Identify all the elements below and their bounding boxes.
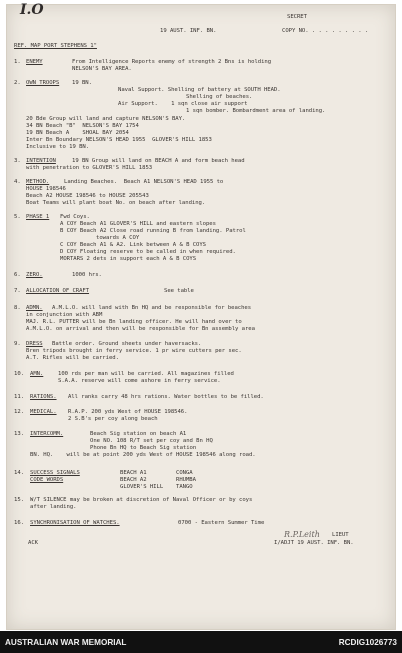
section-line: 0700 - Eastern Summer Time [178,520,265,526]
section-number: 12. [14,409,25,415]
section-line: From Intelligence Reports enemy of strength 2 Bns is holding [72,59,272,65]
section-title: DRESS [26,341,43,347]
section-line: Inter Bn Boundary NELSON'S HEAD 1955 GLOVER'S HILL 1853 [26,137,212,143]
header-secret: SECRET [287,14,307,20]
signal-location: BEACH A1 [120,470,147,476]
section-line: Boat Teams will plant boat No. on beach after landing. [26,200,206,206]
section-line: Phone Bn HQ to Beach Sig station [90,445,197,451]
section-title: AMN. [30,371,44,377]
section-line: Beach A2 HOUSE 198546 to HOUSE 205543 [26,193,149,199]
section-number: 6. [14,272,21,278]
section-number: 2. [14,80,21,86]
section-line: HOUSE 198546 [26,186,66,192]
section-title: SUCCESS SIGNALS [30,470,80,476]
signal-codeword: TANGO [176,484,193,490]
section-line: Beach Sig station on beach A1 [90,431,187,437]
section-line: BN. HQ. will be at point 200 yds West of HOUSE 198546 along road. [30,452,256,458]
section-number: 16. [14,520,25,526]
section-title: ZERO. [26,272,43,278]
section-line: in conjunction with ABM [26,312,103,318]
section-number: 13. [14,431,25,437]
section-line: 19 BN Beach A SHOAL BAY 2054 [26,130,129,136]
section-line: 19 BN Group will land on BEACH A and form beach head [72,158,245,164]
section-line: 1000 hrs. [72,272,102,278]
archive-name: AUSTRALIAN WAR MEMORIAL [5,638,127,647]
section-title: ENEMY [26,59,43,65]
section-title: ADMN. [26,305,43,311]
section-title: MEDICAL. [30,409,57,415]
section-title: RATIONS. [30,394,57,400]
section-number: 9. [14,341,21,347]
archive-footer [0,631,402,653]
header-copy: COPY NO. . . . . . . . . . [282,28,369,34]
section-line: Fwd Coys. [60,214,90,220]
section-line: C COY Beach A1 & A2. Link between A & B COYS [60,242,206,248]
section-line: A.M.L.O. on arrival and then will be responsible for Bn assembly area [26,326,255,332]
ref-map: REF. MAP PORT STEPHENS 1" [14,43,97,49]
section-title: PHASE 1 [26,214,50,220]
section-line: One NO. 108 R/T set per coy and Bn HQ [90,438,213,444]
signal-location: BEACH A2 [120,477,147,483]
section-line: A.T. Rifles will be carried. [26,355,119,361]
section-line: B COY Beach A2 Close road running B from landing. Patrol [60,228,246,234]
section-line: 20 Bde Group will land and capture NELSON'S BAY. [26,116,186,122]
signature-rank: LIEUT [332,532,349,538]
section-number: 1. [14,59,21,65]
section-line: See table [164,288,194,294]
section-number: 8. [14,305,21,311]
signature: R.P.Leith [284,530,320,539]
section-number: 5. [14,214,21,220]
section-line: A.M.L.O. will land with Bn HQ and be responsible for beaches [52,305,252,311]
signal-codeword: RHUMBA [176,477,196,483]
section-number: 7. [14,288,21,294]
section-line: NELSON'S BAY AREA. [72,66,132,72]
section-line: Bren tripods brought in ferry service. 1 pr wire cutters per sec. [26,348,242,354]
section-line: 34 BN Beach "B" NELSON'S BAY 1754 [26,123,139,129]
section-line: Shelling of beaches. [186,94,253,100]
section-line: 19 BN. [72,80,92,86]
section-line: 100 rds per man will be carried. All magazines filled [58,371,234,377]
handwritten-note: I.O [20,2,44,18]
section-line: Naval Support. Shelling of battery at SOUTH HEAD. [118,87,281,93]
section-number: 14. [14,470,25,476]
section-title: INTERCOMM. [30,431,64,437]
section-line: Battle order. Ground sheets under haversacks. [52,341,202,347]
section-line: Air Support. 1 sqn close air support [118,101,248,107]
signal-location: GLOVER'S HILL [120,484,164,490]
section-line: All ranks carry 48 hrs rations. Water bottles to be filled. [68,394,264,400]
section-line: with penetration to GLOVER'S HILL 1853 [26,165,153,171]
section-line: 1 sqn bomber. Bombardment area of landing. [186,108,326,114]
section-title: OWN TROOPS [26,80,60,86]
section-line: MORTARS 2 dets in support each A & B COYS [60,256,197,262]
section-line: towards A COY [96,235,140,241]
section-line: R.A.P. 200 yds West of HOUSE 198546. [68,409,188,415]
section-line: Inclusive to 19 BN. [26,144,90,150]
section-line: after landing. [30,504,77,510]
section-title: ALLOCATION OF CRAFT [26,288,90,294]
section-number: 4. [14,179,21,185]
section-line: D COY Floating reserve to be called in when required. [60,249,236,255]
section-title: METHOD. [26,179,50,185]
section-title: INTENTION [26,158,56,164]
section-number: 10. [14,371,25,377]
signature-title: I/ADJT 19 AUST. INF. BN. [274,540,354,546]
section-line: W/T SILENCE may be broken at discretion of Naval Officer or by coys [30,497,253,503]
section-line: A COY Beach A1 GLOVER'S HILL and eastern slopes [60,221,216,227]
section-subtitle: CODE WORDS [30,477,64,483]
section-number: 15. [14,497,25,503]
signal-codeword: CONGA [176,470,193,476]
section-line: 2 S.B's per coy along beach [68,416,158,422]
section-number: 3. [14,158,21,164]
section-line: S.A.A. reserve will come ashore in ferry service. [58,378,221,384]
ack-label: ACK [28,540,38,546]
header-unit: 19 AUST. INF. BN. [160,28,217,34]
section-line: Landing Beaches. Beach A1 NELSON'S HEAD 1955 to [64,179,224,185]
archive-id: RCDIG1026773 [338,638,397,647]
section-title: SYNCHRONISATION OF WATCHES. [30,520,120,526]
section-line: MAJ. R.L. PUTTER will be Bn landing officer. He will hand over to [26,319,242,325]
section-number: 11. [14,394,25,400]
